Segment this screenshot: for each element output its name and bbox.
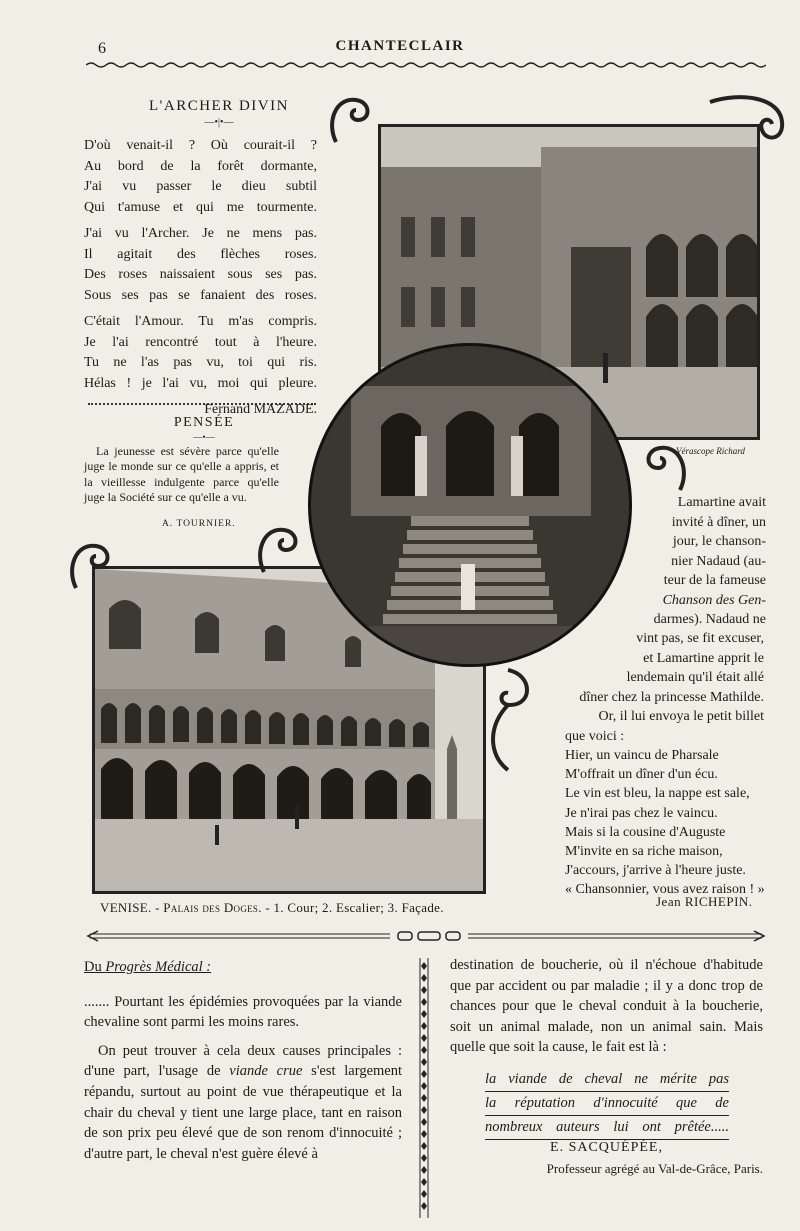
article-source-title: Progrès Médical : xyxy=(105,959,212,975)
anecdote-line: vint pas, se fit excuser, xyxy=(636,631,764,646)
poem-stanza xyxy=(84,136,317,218)
header-wavy-rule xyxy=(86,60,766,70)
conclusion-line: nombreux auteurs lui ont prêtée..... xyxy=(485,1116,729,1140)
section-divider xyxy=(86,928,766,944)
poem-line: Il agitait des flèches roses. xyxy=(84,246,317,262)
verse-line: « Chansonnier, vous avez raison ! » xyxy=(565,882,765,898)
anecdote-line: Chanson des Gen- xyxy=(662,592,766,608)
conclusion-line: la viande de cheval ne mérite pas xyxy=(485,1068,729,1092)
verse-line: J'accours, j'arrive à l'heure juste. xyxy=(565,863,746,879)
poem-line: D'où venait-il ? Où courait-il ? xyxy=(84,138,317,153)
poem-line: Au bord de la forêt dormante, xyxy=(84,158,317,174)
poem-line: Je l'ai rencontré tout à l'heure. xyxy=(84,334,317,350)
article-left-column xyxy=(84,957,402,1164)
anecdote-line: Or, il lui envoya le petit billet xyxy=(598,709,764,724)
caption-prefix: VENISE. - xyxy=(100,900,164,915)
poem-line: J'ai vu l'Archer. Je ne mens pas. xyxy=(84,226,317,241)
article-paragraph xyxy=(84,1041,402,1165)
article-right-column xyxy=(450,955,763,1058)
caption-palace: Palais des Doges xyxy=(163,900,259,915)
anecdote-line: teur de la fameuse xyxy=(663,573,766,588)
dotted-divider xyxy=(88,403,316,405)
anecdote-line: et Lamartine apprit le xyxy=(643,650,764,666)
anecdote-line: nier Nadaud (au- xyxy=(671,553,766,569)
anecdote-line: que voici : xyxy=(565,728,625,744)
poem-stanza xyxy=(84,312,317,394)
anecdote-line: jour, le chanson- xyxy=(672,534,766,549)
pensee-author: A. TOURNIER. xyxy=(162,519,236,529)
poem-line: Hélas ! je l'ai vu, moi qui pleure. xyxy=(84,375,317,391)
verse-line: Hier, un vaincu de Pharsale xyxy=(565,748,719,763)
scroll-ornament-icon xyxy=(66,538,126,598)
anecdote-line: Lamartine avait xyxy=(677,495,766,510)
scroll-ornament-icon xyxy=(700,92,790,152)
article-conclusion xyxy=(485,1068,729,1140)
anecdote-line: invité à dîner, un xyxy=(671,514,766,530)
poem-line: C'était l'Amour. Tu m'as compris. xyxy=(84,314,317,329)
anecdote-line: lendemain qu'il était allé xyxy=(626,670,764,685)
photo-caption xyxy=(100,900,444,916)
article-source xyxy=(84,957,402,978)
pensee-body: La jeunesse est sévère parce qu'elle juge le monde sur ce qu'elle a appris, et la vieillesse indulgente parce qu'elle juge la Société sur ce qu'elle a vu. xyxy=(84,444,279,504)
scroll-ornament-icon xyxy=(326,92,386,152)
anecdote-text xyxy=(566,493,766,630)
pensee-title: PENSÉE xyxy=(173,415,235,430)
article-signature: E. SACQUÉPÉE, xyxy=(550,1140,663,1155)
article-source-prefix: Du xyxy=(84,959,106,975)
photo-credit: Vérascope Richard xyxy=(676,446,745,456)
article-text: s'est largement répandu, surtout au point de vue thérapeutique et la chair du cheval y tient une large place, tant en raison de son prix peu élevé que de son renom d'innocuité ; d'autre part, le cheval n'est guère élevé à xyxy=(84,1063,402,1162)
article-emphasis: viande crue xyxy=(229,1063,303,1080)
poem-line: Sous ses pas se fanaient des roses. xyxy=(84,287,317,303)
page-number: 6 xyxy=(98,40,106,57)
poem-line: Qui t'amuse et qui me tourmente. xyxy=(84,199,317,215)
poem-line: Des roses naissaient sous ses pas. xyxy=(84,267,317,282)
poem-author: Fernand MAZADE. xyxy=(204,402,317,417)
scroll-ornament-icon xyxy=(254,522,314,582)
conclusion-line: la réputation d'innocuité que de xyxy=(485,1092,729,1116)
poem-stanza xyxy=(84,224,317,306)
article-text: On peut trouver à cela deux causes principales : d'une part, l'usage de xyxy=(84,1042,402,1080)
anecdote-line: darmes). Nadaud ne xyxy=(653,612,766,627)
caption-list: . - 1. Cour; 2. Escalier; 3. Façade. xyxy=(258,900,444,915)
verse-line: M'invite en sa riche maison, xyxy=(565,844,723,860)
verse-line: Le vin est bleu, la nappe est sale, xyxy=(565,786,750,802)
pensee-text xyxy=(84,444,279,505)
article-paragraph: ....... Pourtant les épidémies provoquées par la viande chevaline sont parmi les moins rares. xyxy=(84,993,402,1031)
scroll-ornament-icon xyxy=(630,440,690,500)
verse-line: Mais si la cousine d'Auguste xyxy=(565,824,726,840)
article-paragraph: destination de boucherie, où il n'échoue d'habitude que par accident ou par maladie ; il y a donc trop de chances pour que le cheval conduit à la boucherie, soit un animal malade, non un animal sain. Mais quelle que soit la cause, le fait est là : xyxy=(450,957,763,1056)
verse-author: Jean RICHEPIN. xyxy=(656,894,753,909)
poem-ornament: —•|•— xyxy=(204,117,234,128)
poem-line: Tu ne l'as pas vu, toi qui ris. xyxy=(84,355,317,370)
poem-body xyxy=(84,136,317,421)
poem-title: L'ARCHER DIVIN xyxy=(149,98,289,114)
pensee-ornament: —•— xyxy=(193,432,215,442)
column-rule xyxy=(418,958,430,1218)
anecdote-line: dîner chez la princesse Mathilde. xyxy=(579,689,764,705)
verse-line: Je n'irai pas chez le vaincu. xyxy=(565,805,718,821)
anecdote-text-continued xyxy=(528,629,764,746)
verse-line: M'offrait un dîner d'un écu. xyxy=(565,767,718,783)
journal-title: CHANTECLAIR xyxy=(335,38,465,54)
article-signature-title: Professeur agrégé au Val-de-Grâce, Paris. xyxy=(546,1161,763,1176)
verse-block xyxy=(565,746,765,900)
poem-line: J'ai vu passer le dieu subtil xyxy=(84,179,317,194)
